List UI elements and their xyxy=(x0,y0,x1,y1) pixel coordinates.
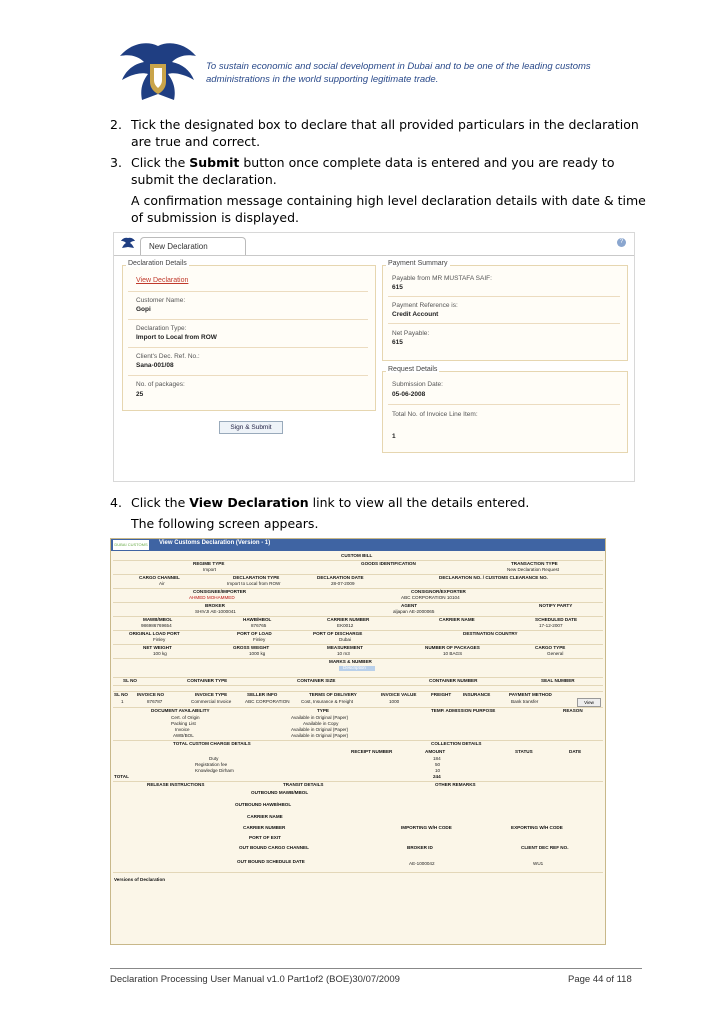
container-sl-no-header: SL NO xyxy=(123,678,137,683)
consignor-value: ABC CORPORATION 10104 xyxy=(401,595,460,600)
charge-name: Knowledge Dirham xyxy=(195,768,234,773)
total-lines-label: Total No. of Invoice Line Item: xyxy=(392,411,478,418)
net-weight-value: 100 kg xyxy=(153,651,167,656)
submission-date-label: Submission Date: xyxy=(392,381,443,388)
new-declaration-screenshot xyxy=(113,232,635,482)
regime-type-value: Import xyxy=(203,567,217,572)
step-text-after: link to view all the details entered. xyxy=(308,495,530,510)
hawb-value: 876765 xyxy=(251,623,267,628)
net-payable-label: Net Payable: xyxy=(392,330,430,337)
client-dec-ref-value: WU1 xyxy=(533,861,544,866)
mission-line-2: administrations in the world supporting legitimate trade. xyxy=(206,74,439,85)
step-bold: Submit xyxy=(189,155,240,170)
invoice-sl-no: 1 xyxy=(121,699,124,704)
port-of-load-label: PORT OF LOAD xyxy=(237,631,272,636)
consignee-label: CONSIGNEE/IMPORTER xyxy=(193,589,247,594)
declaration-type-label: DECLARATION TYPE xyxy=(233,575,280,580)
document-type: Available in Original (Paper) xyxy=(291,733,349,738)
step-text xyxy=(131,494,646,511)
carrier-name-2-label: CARRIER NAME xyxy=(247,814,283,819)
status-header: STATUS xyxy=(515,749,533,754)
transaction-type-value: New Declaration Request xyxy=(507,567,560,572)
gross-weight-label: GROSS WEIGHT xyxy=(233,645,270,650)
row-line xyxy=(113,588,603,589)
charge-amount: 50 xyxy=(435,762,441,767)
footer-page-number: Page 44 of 118 xyxy=(568,974,632,985)
measurement-value: 10 m3 xyxy=(337,651,350,656)
amount-header: AMOUNT xyxy=(425,749,446,754)
outbound-schedule-date-label: OUT BOUND SCHEDULE DATE xyxy=(237,859,305,864)
divider xyxy=(128,319,368,320)
port-of-load-value: Finley xyxy=(253,637,266,642)
step-text-before: Click the xyxy=(131,155,190,170)
row-line xyxy=(113,872,603,873)
receipt-number-header: RECEIPT NUMBER xyxy=(351,749,393,754)
customer-name-label: Customer Name: xyxy=(136,297,186,304)
cargo-type-value: General xyxy=(547,651,564,656)
seller-info-header: SELLER INFO xyxy=(247,692,278,697)
port-of-discharge-value: Dubai xyxy=(339,637,352,642)
declaration-type-value: Import to Local from ROW xyxy=(136,334,217,341)
invoice-value: 1000 xyxy=(389,699,400,704)
goods-id-label: GOODS IDENTIFICATION xyxy=(361,561,416,566)
carrier-name-label: CARRIER NAME xyxy=(439,617,475,622)
declaration-date-label: DECLARATION DATE xyxy=(317,575,364,580)
step-number: 4. xyxy=(110,495,122,510)
declaration-date-value: 28-07-2009 xyxy=(331,581,355,586)
document-name: Packing List xyxy=(171,721,196,726)
step-text-before: Click the xyxy=(131,495,190,510)
charge-name: Duty xyxy=(209,756,219,761)
versions-of-declaration-link[interactable]: Versions of Declaration xyxy=(114,877,166,882)
exporting-wh-code-label: EXPORTING W/H CODE xyxy=(511,825,563,830)
total-custom-charge-header: TOTAL CUSTOM CHARGE DETAILS xyxy=(173,741,251,746)
sign-submit-button[interactable] xyxy=(219,421,283,434)
title-bar xyxy=(111,539,605,551)
step-number: 3. xyxy=(110,155,122,170)
destination-country-label: DESTINATION COUNTRY xyxy=(463,631,518,636)
document-type: Available in Copy xyxy=(303,721,339,726)
number-of-packages-label: NUMBER OF PACKAGES xyxy=(425,645,480,650)
document-name: Invoice xyxy=(175,727,190,732)
container-size-header: CONTAINER SIZE xyxy=(297,678,336,683)
gross-weight-value: 1000 kg xyxy=(249,651,266,656)
insurance-header: INSURANCE xyxy=(463,692,491,697)
carrier-number-2-label: CARRIER NUMBER xyxy=(243,825,286,830)
regime-type-label: REGIME TYPE xyxy=(193,561,225,566)
screen-title: View Customs Declaration (Version - 1) xyxy=(159,540,271,546)
submission-date-value: 05-06-2008 xyxy=(392,391,426,398)
hawb-label: HAWB/HBOL xyxy=(243,617,272,622)
description-button-label: Description xyxy=(343,665,366,670)
declaration-details-title: Declaration Details xyxy=(128,260,187,267)
terms-of-delivery-header: TERMS OF DELIVERY xyxy=(309,692,357,697)
date-header: DATE xyxy=(569,749,582,754)
description-button[interactable] xyxy=(339,666,375,671)
original-load-port-value: Finley xyxy=(153,637,166,642)
broker-value: SHIVJI AE-1000041 xyxy=(195,609,236,614)
number-of-packages-value: 10 BAGS xyxy=(443,651,463,656)
row-line xyxy=(113,685,603,686)
payment-method-header: PAYMENT METHOD xyxy=(509,692,552,697)
view-button-label: View xyxy=(584,700,594,705)
divider xyxy=(128,347,368,348)
release-instructions-header: RELEASE INSTRUCTIONS xyxy=(147,782,205,787)
declaration-type-label: Declaration Type: xyxy=(136,325,187,332)
dubai-customs-falcon-logo xyxy=(116,38,200,102)
container-number-header: CONTAINER NUMBER xyxy=(429,678,478,683)
following-screen-paragraph: The following screen appears. xyxy=(131,516,319,531)
step-bold: View Declaration xyxy=(189,495,309,510)
broker-id-label: BROKER ID xyxy=(407,845,433,850)
payment-ref-value: Credit Account xyxy=(392,311,439,318)
broker-label: BROKER xyxy=(205,603,225,608)
payable-label: Payable from MR MUSTAFA SAIF: xyxy=(392,275,492,282)
document-name: AWB/BOL xyxy=(173,733,194,738)
cargo-channel-label: CARGO CHANNEL xyxy=(139,575,180,580)
row-line xyxy=(113,602,603,603)
agent-value: aljapan AE-2000065 xyxy=(393,609,435,614)
divider xyxy=(388,323,620,324)
declaration-type-value: Import to Local from ROW xyxy=(227,581,281,586)
payment-method: Bank transfer xyxy=(511,699,539,704)
footer-document-title: Declaration Processing User Manual v1.0 Part1of2 (BOE)30/07/2009 xyxy=(110,974,400,985)
scheduled-date-label: SCHEDULED DATE xyxy=(535,617,578,622)
carrier-number-label: CARRIER NUMBER xyxy=(327,617,370,622)
collection-details-header: COLLECTION DETAILS xyxy=(431,741,482,746)
step-number: 2. xyxy=(110,117,122,132)
packages-value: 25 xyxy=(136,391,144,398)
client-ref-value: Sana-001/08 xyxy=(136,362,174,369)
mawb-value: 986986769654 xyxy=(141,623,172,628)
tab-new-declaration[interactable]: New Declaration xyxy=(140,237,246,255)
invoice-no: 876787 xyxy=(147,699,163,704)
notify-party-label: NOTIFY PARTY xyxy=(539,603,573,608)
divider xyxy=(388,404,620,405)
seal-number-header: SEAL NUMBER xyxy=(541,678,575,683)
terms-of-delivery: Cost, Insurance & Freight xyxy=(301,699,354,704)
custom-bill-heading: CUSTOM BILL xyxy=(341,553,373,558)
port-of-exit-label: PORT OF EXIT xyxy=(249,835,281,840)
packages-label: No. of packages: xyxy=(136,381,185,388)
step-text: Tick the designated box to declare that all provided particulars in the declaration are true and correct. xyxy=(131,117,639,149)
payable-value: 615 xyxy=(392,284,403,291)
dubai-customs-logo: DUBAI CUSTOMS xyxy=(113,540,149,550)
invoice-no-header: INVOICE NO xyxy=(137,692,165,697)
invoice-type-header: INVOICE TYPE xyxy=(195,692,228,697)
charge-amount: 184 xyxy=(433,756,441,761)
client-ref-label: Client's Dec. Ref. No.: xyxy=(136,353,200,360)
mawb-label: MAWB/MBOL xyxy=(143,617,173,622)
charge-name: Registration fee xyxy=(195,762,228,767)
container-type-header: CONTAINER TYPE xyxy=(187,678,228,683)
footer-divider xyxy=(110,968,642,969)
freight-header: FREIGHT xyxy=(431,692,452,697)
step-text-after: button once complete data is entered and you are ready to submit the declaration. xyxy=(131,155,615,187)
document-availability-header: DOCUMENT AVAILABILITY xyxy=(151,708,210,713)
reason-header: REASON xyxy=(563,708,583,713)
cargo-channel-value: Air xyxy=(159,581,165,586)
tab-bar xyxy=(114,233,634,256)
cargo-type-label: CARGO TYPE xyxy=(535,645,566,650)
step-text xyxy=(131,154,646,188)
help-icon[interactable]: ? xyxy=(617,238,626,247)
carrier-number-value: EK0012 xyxy=(337,623,354,628)
divider xyxy=(388,296,620,297)
agent-label: AGENT xyxy=(401,603,418,608)
charge-amount: 10 xyxy=(435,768,441,773)
request-details-title: Request Details xyxy=(388,366,438,373)
broker-id-value: AE-1000042 xyxy=(409,861,435,866)
client-dec-ref-label: CLIENT DEC REF NO. xyxy=(521,845,569,850)
scheduled-date-value: 17-12-2007 xyxy=(539,623,563,628)
invoice-type: Commercial Invoice xyxy=(191,699,232,704)
invoice-sl-no-header: SL NO xyxy=(114,692,128,697)
document-name: Cert. of Origin xyxy=(171,715,200,720)
view-declaration-screenshot xyxy=(110,538,606,945)
document-type: Available in Original (Paper) xyxy=(291,727,349,732)
importing-wh-code-label: IMPORTING W/H CODE xyxy=(401,825,452,830)
sign-submit-label: Sign & Submit xyxy=(230,424,272,431)
outbound-hawb-label: OUTBOUND HAWB/HBOL xyxy=(235,802,292,807)
divider xyxy=(128,291,368,292)
total-amount: 244 xyxy=(433,774,441,779)
payment-summary-title: Payment Summary xyxy=(388,260,448,267)
measurement-label: MEASUREMENT xyxy=(327,645,363,650)
mission-statement xyxy=(206,60,626,86)
marks-number-label: MARKS & NUMBER xyxy=(329,659,372,664)
transit-details-header: TRANSIT DETAILS xyxy=(283,782,324,787)
type-header: TYPE xyxy=(317,708,329,713)
net-payable-value: 615 xyxy=(392,339,403,346)
mission-line-1: To sustain economic and social development in Dubai and to be one of the leading customs xyxy=(206,61,591,72)
other-remarks-header: OTHER REMARKS xyxy=(435,782,476,787)
outbound-cargo-channel-label: OUT BOUND CARGO CHANNEL xyxy=(239,845,309,850)
temp-admission-header: TEMP. ADMISSION PURPOSE xyxy=(431,708,496,713)
port-of-discharge-label: PORT OF DISCHARGE xyxy=(313,631,363,636)
original-load-port-label: ORIGINAL LOAD PORT xyxy=(129,631,180,636)
outbound-mawb-label: OUTBOUND MAWB/MBOL xyxy=(251,790,309,795)
view-invoice-button[interactable] xyxy=(577,698,601,707)
divider xyxy=(128,375,368,376)
seller-info: ABC CORPORATION xyxy=(245,699,290,704)
net-weight-label: NET WEIGHT xyxy=(143,645,172,650)
confirmation-paragraph: A confirmation message containing high level declaration details with date & time of submission is displayed. xyxy=(131,193,646,225)
payment-ref-label: Payment Reference is: xyxy=(392,302,458,309)
dubai-customs-mini-logo xyxy=(120,236,136,252)
transaction-type-label: TRANSACTION TYPE xyxy=(511,561,558,566)
total-label: TOTAL xyxy=(114,774,129,779)
document-type: Available in Original (Paper) xyxy=(291,715,349,720)
view-declaration-link[interactable]: View Declaration xyxy=(136,277,189,284)
total-lines-value: 1 xyxy=(392,433,396,440)
customer-name-value: Gopi xyxy=(136,306,151,313)
invoice-value-header: INVOICE VALUE xyxy=(381,692,417,697)
consignee-value: AHMED MOHAMMED xyxy=(189,595,235,600)
declaration-no-label: DECLARATION NO. / CUSTOMS CLEARANCE NO. xyxy=(439,575,548,580)
consignor-label: CONSIGNOR/EXPORTER xyxy=(411,589,466,594)
